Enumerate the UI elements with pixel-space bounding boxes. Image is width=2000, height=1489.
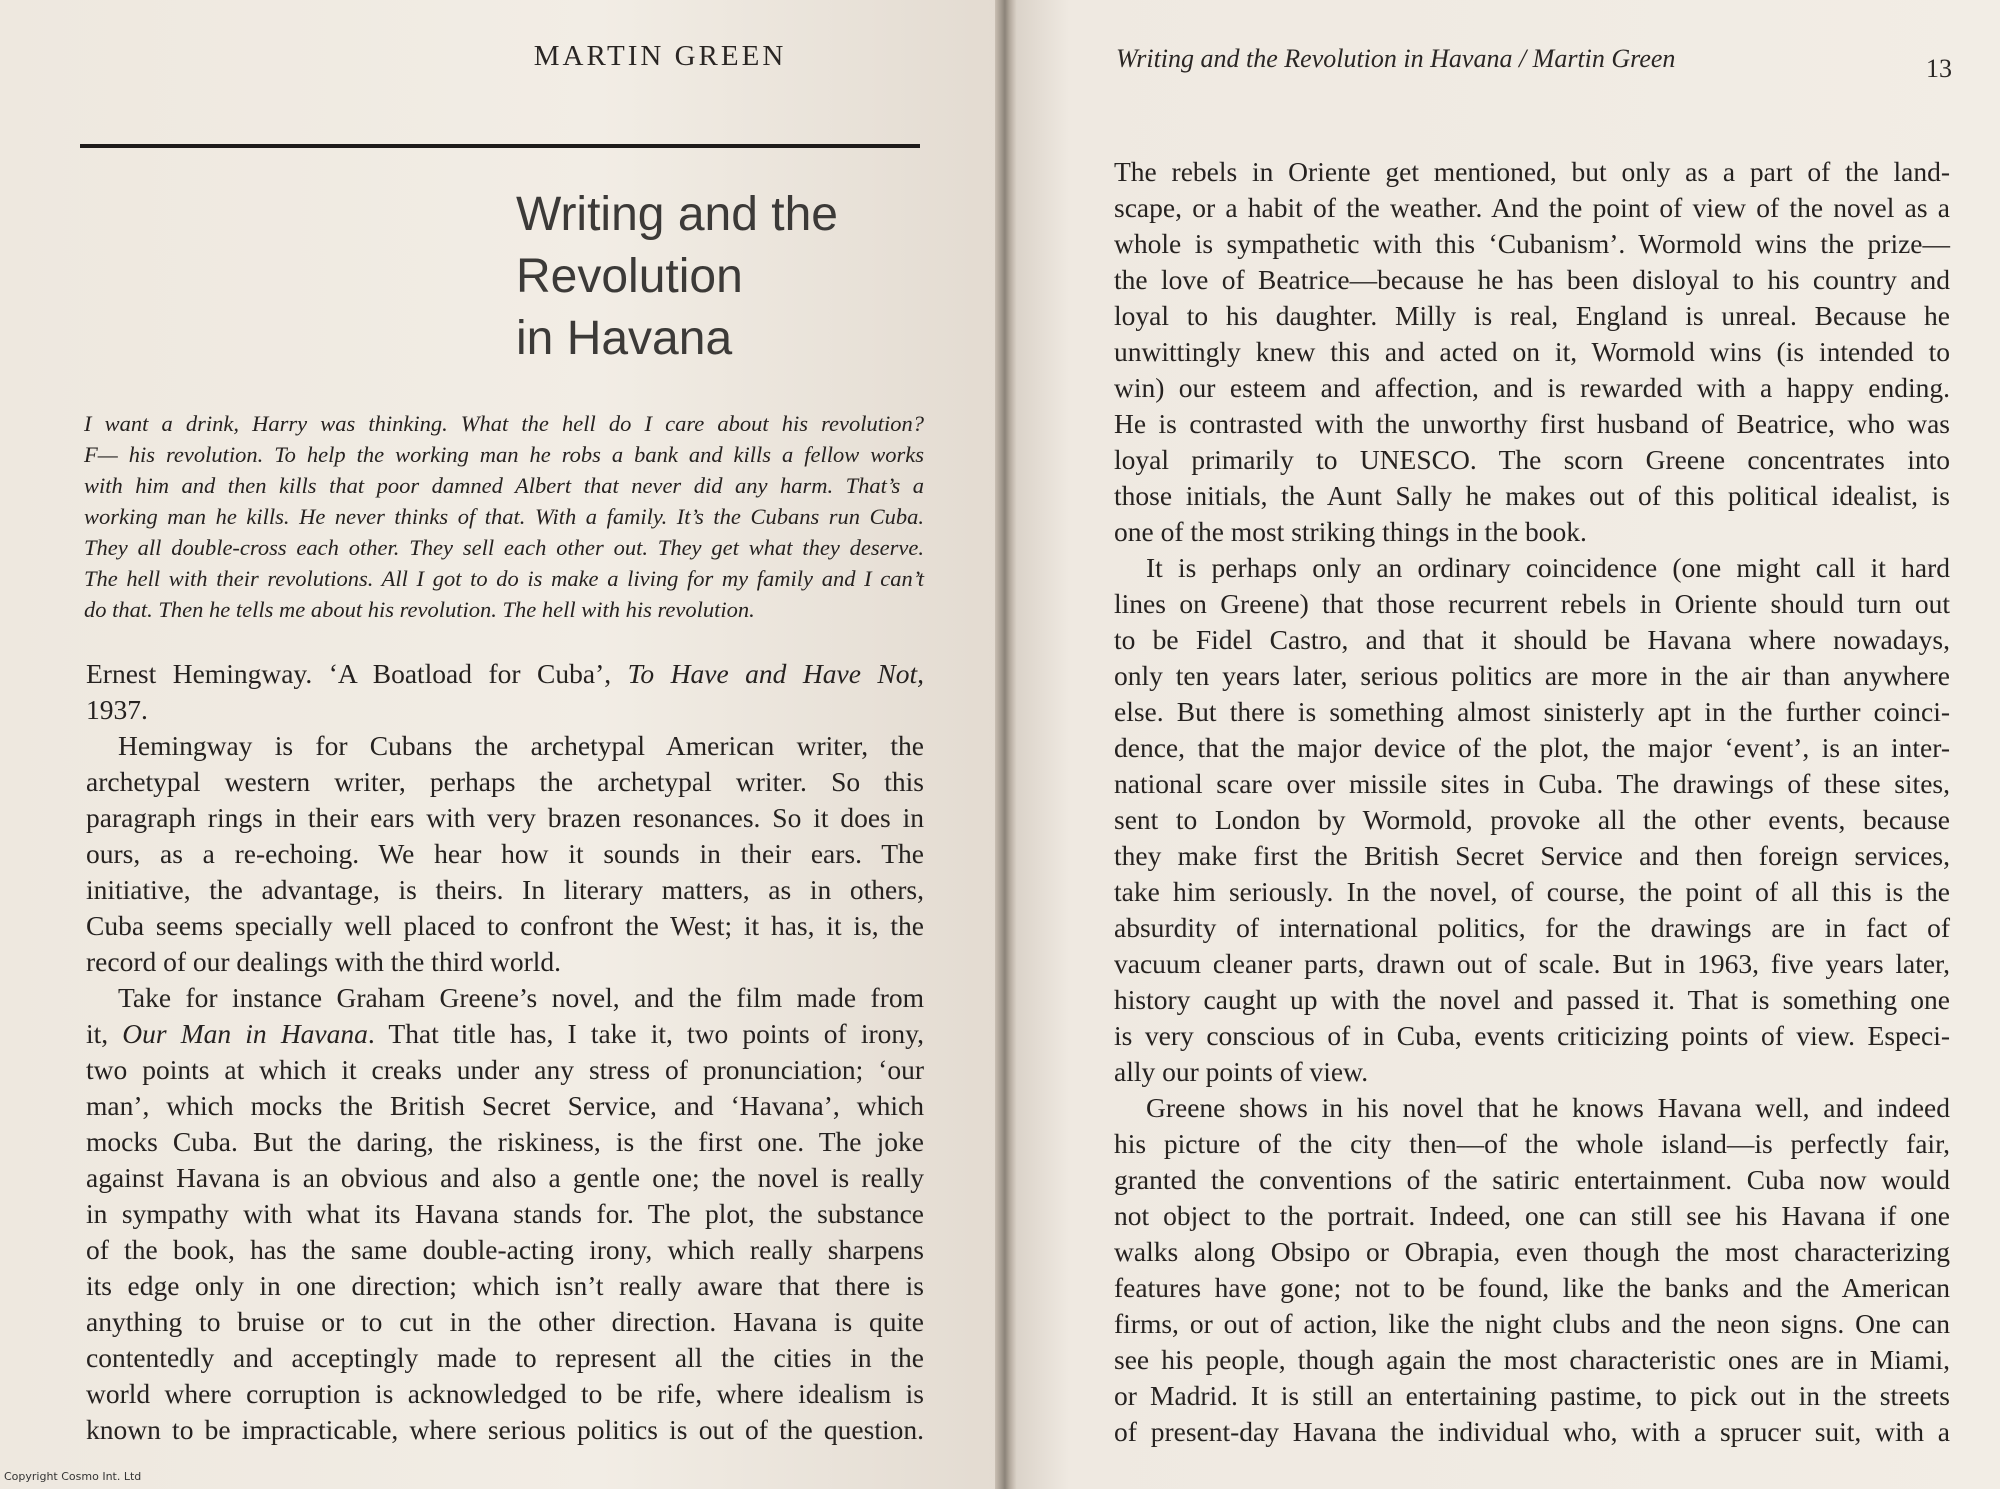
paragraph-line: it, Our Man in Havana. That title has, I take it, two points of irony, bbox=[86, 1018, 924, 1049]
paragraph-line: against Havana is an obvious and also a gentle one; the novel is really bbox=[86, 1162, 924, 1193]
paragraph-line: else. But there is something almost sinisterly apt in the further coinci- bbox=[1114, 696, 1950, 727]
paragraph-line: anything to bruise or to cut in the other direction. Havana is quite bbox=[86, 1306, 924, 1337]
paragraph-line: walks along Obsipo or Obrapia, even though the most characterizing bbox=[1114, 1236, 1950, 1267]
paragraph-line: Greene shows in his novel that he knows Havana well, and indeed bbox=[1146, 1092, 1950, 1123]
paragraph-line: whole is sympathetic with this ‘Cubanism’. Wormold wins the prize— bbox=[1114, 228, 1950, 259]
paragraph-line: absurdity of international politics, for the drawings are in fact of bbox=[1114, 912, 1950, 943]
paragraph-line: those initials, the Aunt Sally he makes out of this political idealist, is bbox=[1114, 480, 1950, 511]
paragraph-line: take him seriously. In the novel, of course, the point of all this is the bbox=[1114, 876, 1950, 907]
paragraph-line: mocks Cuba. But the daring, the riskiness, is the first one. The joke bbox=[86, 1126, 924, 1157]
paragraph-line: not object to the portrait. Indeed, one can still see his Havana if one bbox=[1114, 1200, 1950, 1231]
paragraph-line: record of our dealings with the third world. bbox=[86, 946, 562, 977]
epigraph-line: do that. Then he tells me about his revolution. The hell with his revolution. bbox=[84, 597, 755, 622]
epigraph-line: with him and then kills that poor damned Albert that never did any harm. That’s a bbox=[84, 473, 924, 498]
paragraph-line: the love of Beatrice—because he has been disloyal to his country and bbox=[1114, 264, 1950, 295]
paragraph-line: scape, or a habit of the weather. And the point of view of the novel as a bbox=[1114, 192, 1950, 223]
paragraph-line: to be Fidel Castro, and that it should be Havana where nowadays, bbox=[1114, 624, 1950, 655]
title-rule bbox=[80, 144, 920, 148]
left-body-text bbox=[86, 656, 924, 1448]
paragraph-line: Hemingway is for Cubans the archetypal American writer, the bbox=[118, 730, 924, 761]
paragraph-line: or Madrid. It is still an entertaining pastime, to pick out in the streets bbox=[1114, 1380, 1950, 1411]
article-title bbox=[516, 184, 838, 370]
paragraph-line: contentedly and acceptingly made to represent all the cities in the bbox=[86, 1342, 924, 1373]
paragraph-line: ally our points of view. bbox=[1114, 1056, 1369, 1087]
paragraph-line: unwittingly knew this and acted on it, Wormold wins (is intended to bbox=[1114, 336, 1950, 367]
paragraph-line: features have gone; not to be found, like the banks and the American bbox=[1114, 1272, 1950, 1303]
paragraph-line: win) our esteem and affection, and is rewarded with a happy ending. bbox=[1114, 372, 1950, 403]
paragraph-line: He is contrasted with the unworthy first husband of Beatrice, who was bbox=[1114, 408, 1950, 439]
paragraph-line: vacuum cleaner parts, drawn out of scale. But in 1963, five years later, bbox=[1114, 948, 1950, 979]
paragraph-line: loyal primarily to UNESCO. The scorn Greene concentrates into bbox=[1114, 444, 1950, 475]
paragraph-line: known to be impracticable, where serious politics is out of the question. bbox=[86, 1414, 924, 1445]
book-gutter bbox=[995, 0, 1017, 1489]
epigraph-line: working man he kills. He never thinks of that. With a family. It’s the Cubans run Cuba. bbox=[84, 504, 924, 529]
paragraph-line: his picture of the city then—of the whole island—is perfectly fair, bbox=[1114, 1128, 1950, 1159]
paragraph-line: its edge only in one direction; which isn’t really aware that there is bbox=[86, 1270, 924, 1301]
paragraph-line: It is perhaps only an ordinary coincidence (one might call it hard bbox=[1146, 552, 1950, 583]
paragraph-line: paragraph rings in their ears with very brazen resonances. So it does in bbox=[86, 802, 924, 833]
title-line: Revolution bbox=[516, 250, 743, 303]
paragraph-line: ours, as a re-echoing. We hear how it sounds in their ears. The bbox=[86, 838, 924, 869]
paragraph-line: only ten years later, serious politics are more in the air than anywhere bbox=[1114, 660, 1950, 691]
title-line: Writing and the bbox=[516, 188, 838, 241]
paragraph-line: Take for instance Graham Greene’s novel, and the film made from bbox=[118, 982, 924, 1013]
paragraph-line: one of the most striking things in the book. bbox=[1114, 516, 1587, 547]
epigraph-attribution: Ernest Hemingway. ‘A Boatload for Cuba’, To Have and Have Not, bbox=[86, 658, 925, 689]
paragraph-line: sent to London by Wormold, provoke all the other events, because bbox=[1114, 804, 1950, 835]
paragraph-line: national scare over missile sites in Cuba. The drawings of these sites, bbox=[1114, 768, 1950, 799]
paragraph-line: Cuba seems specially well placed to confront the West; it has, it is, the bbox=[86, 910, 924, 941]
epigraph bbox=[84, 408, 924, 625]
paragraph-line: granted the conventions of the satiric entertainment. Cuba now would bbox=[1114, 1164, 1950, 1195]
left-running-head: MARTIN GREEN bbox=[533, 40, 787, 72]
paragraph-line: initiative, the advantage, is theirs. In literary matters, as in others, bbox=[86, 874, 924, 905]
copyright-notice: Copyright Cosmo Int. Ltd bbox=[4, 1470, 142, 1483]
paragraph-line: history caught up with the novel and passed it. That is something one bbox=[1114, 984, 1950, 1015]
epigraph-line: The hell with their revolutions. All I got to do is make a living for my family and I can’t bbox=[84, 566, 924, 591]
paragraph-line: world where corruption is acknowledged to be rife, where idealism is bbox=[86, 1378, 924, 1409]
paragraph-line: The rebels in Oriente get mentioned, but only as a part of the land- bbox=[1114, 156, 1950, 187]
epigraph-line: I want a drink, Harry was thinking. What the hell do I care about his revolution? bbox=[84, 411, 924, 436]
right-running-head: Writing and the Revolution in Havana / Martin Green bbox=[1116, 44, 1676, 73]
book-title: To Have and Have Not, bbox=[627, 658, 925, 689]
epigraph-line: F— his revolution. To help the working man he robs a bank and kills a fellow works bbox=[84, 442, 924, 467]
paragraph-line: firms, or out of action, like the night clubs and the neon signs. One can bbox=[1114, 1308, 1950, 1339]
paragraph-line: is very conscious of in Cuba, events criticizing points of view. Especi- bbox=[1114, 1020, 1950, 1051]
paragraph-line: lines on Greene) that those recurrent rebels in Oriente should turn out bbox=[1114, 588, 1950, 619]
film-title: Our Man in Havana bbox=[122, 1018, 368, 1049]
paragraph-line: archetypal western writer, perhaps the archetypal writer. So this bbox=[86, 766, 924, 797]
paragraph-line: man’, which mocks the British Secret Service, and ‘Havana’, which bbox=[86, 1090, 924, 1121]
epigraph-line: They all double-cross each other. They sell each other out. They get what they deserve. bbox=[84, 535, 924, 560]
paragraph-line: loyal to his daughter. Milly is real, England is unreal. Because he bbox=[1114, 300, 1950, 331]
paragraph-line: two points at which it creaks under any stress of pronunciation; ‘our bbox=[86, 1054, 924, 1085]
paragraph-line: dence, that the major device of the plot, the major ‘event’, is an inter- bbox=[1114, 732, 1950, 763]
attribution-year: 1937. bbox=[86, 694, 148, 725]
paragraph-line: see his people, though again the most characteristic ones are in Miami, bbox=[1114, 1344, 1950, 1375]
paragraph-line: they make first the British Secret Service and then foreign services, bbox=[1114, 840, 1950, 871]
right-body-text bbox=[1114, 154, 1950, 1450]
paragraph-line: of the book, has the same double-acting irony, which really sharpens bbox=[86, 1234, 924, 1265]
paragraph-line: in sympathy with what its Havana stands for. The plot, the substance bbox=[86, 1198, 924, 1229]
paragraph-line: of present-day Havana the individual who, with a sprucer suit, with a bbox=[1114, 1416, 1950, 1447]
title-line: in Havana bbox=[516, 312, 733, 365]
page-number: 13 bbox=[1926, 54, 1952, 83]
